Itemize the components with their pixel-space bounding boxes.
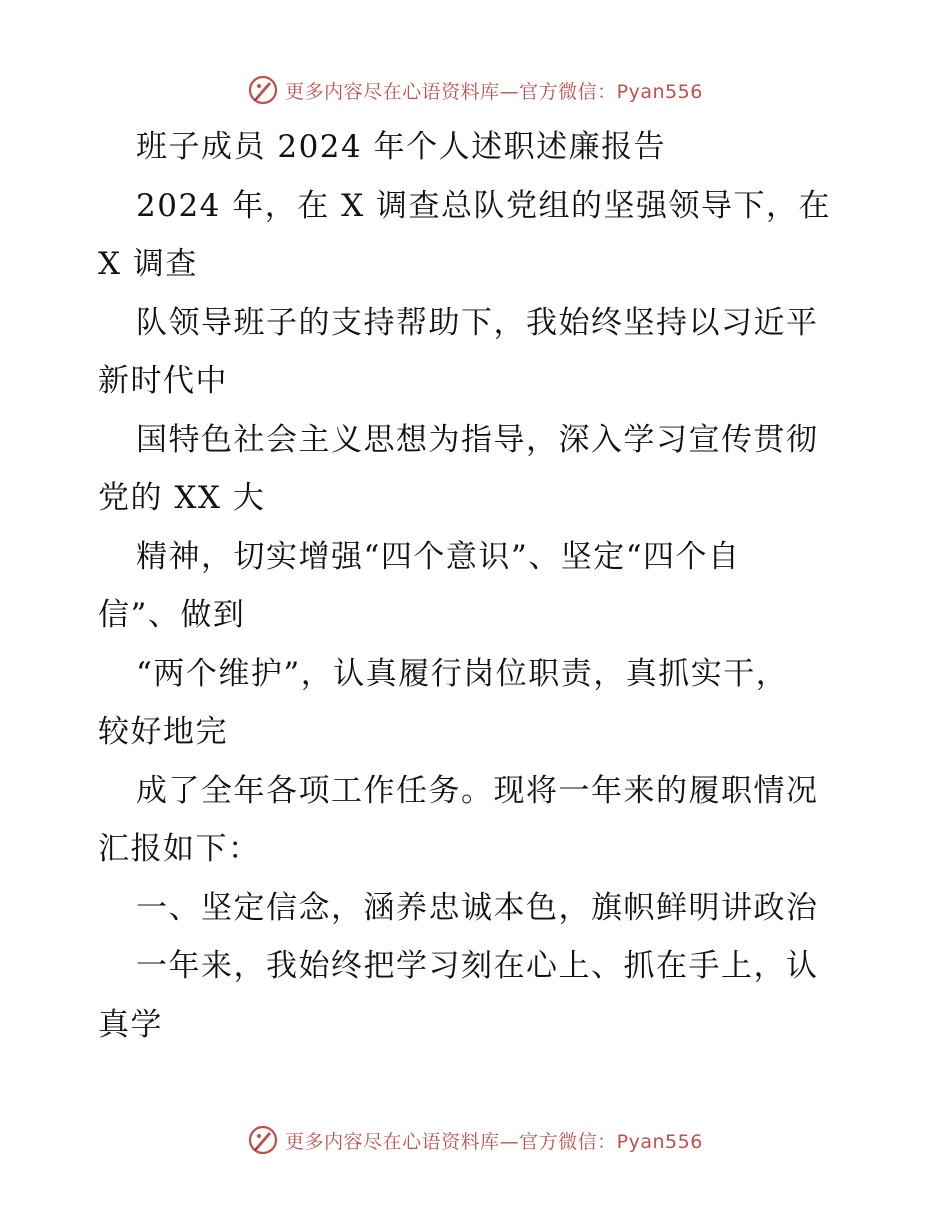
document-line: 成了全年各项工作任务。现将一年来的履职情况 [136,772,819,809]
document-line: “两个维护”，认真履行岗位职责，真抓实干， [136,655,789,692]
document-line: 精神，切实增强“四个意识”、坚定“四个自 [136,538,741,575]
header-watermark-text: 更多内容尽在心语资料库—官方微信：Pyan556 [285,80,703,103]
document-line: 班子成员 2024 年个人述职述廉报告 [136,129,667,165]
document-line: 2024 年，在 X 调查总队党组的坚强领导下，在 [136,187,832,224]
footer-watermark-text: 更多内容尽在心语资料库—官方微信：Pyan556 [285,1130,703,1153]
quill-logo-icon [247,1124,279,1156]
header-watermark-banner [0,70,950,110]
document-line: 信”、做到 [98,597,246,633]
document-line: 一、坚定信念，涵养忠诚本色，旗帜鲜明讲政治 [136,889,819,926]
document-line: 国特色社会主义思想为指导，深入学习宣传贯彻 [136,421,819,458]
footer-watermark-banner [0,1120,950,1160]
document-line: X 调查 [98,246,198,282]
document-line: 党的 XX 大 [98,480,266,516]
document-line: 一年来，我始终把学习刻在心上、抓在手上，认 [136,948,819,984]
footer-watermark-inner [247,1124,703,1156]
document-line: 汇报如下： [98,831,261,867]
document-line: 队领导班子的支持帮助下，我始终坚持以习近平 [136,304,819,341]
header-watermark-inner [247,74,703,106]
document-body [98,118,858,1054]
quill-logo-icon [247,74,279,106]
document-line: 真学 [98,1006,163,1043]
document-line: 较好地完 [98,714,228,750]
document-line: 新时代中 [98,363,228,399]
